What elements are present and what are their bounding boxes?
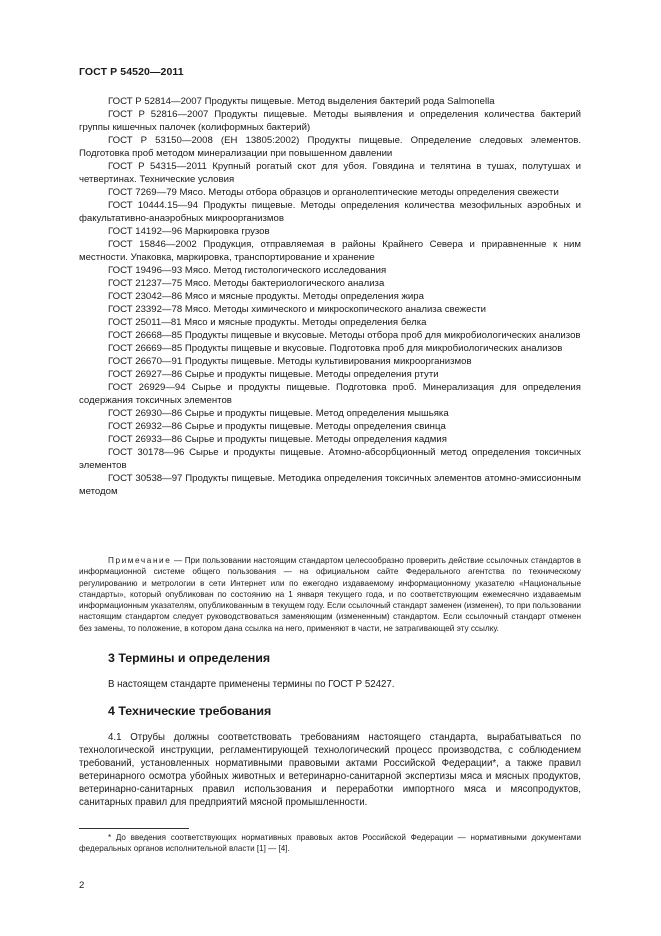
reference-item: ГОСТ 26669—85 Продукты пищевые и вкусовые. Подготовка проб для микробиологических анализов <box>108 343 563 354</box>
reference-item: ГОСТ 26933—86 Сырье и продукты пищевые. Методы определения кадмия <box>108 434 447 445</box>
reference-item: ГОСТ 30178—96 Сырье и продукты пищевые. Атомно-абсорбционный метод определения токсичных элементов <box>79 447 581 471</box>
reference-item: ГОСТ 14192—96 Маркировка грузов <box>108 226 270 237</box>
reference-item: ГОСТ 10444.15—94 Продукты пищевые. Методы определения количества мезофильных аэробных и факультативно-анаэробных микроорганизмов <box>79 200 581 224</box>
reference-item: ГОСТ 26668—85 Продукты пищевые и вкусовые. Методы отбора проб для микробиологических анализов <box>108 330 581 341</box>
reference-note <box>79 555 581 634</box>
section-3-heading: 3 Термины и определения <box>108 651 271 665</box>
note-label: Примечание <box>108 556 172 565</box>
reference-item: ГОСТ 26927—86 Сырье и продукты пищевые. Методы определения ртути <box>108 369 439 380</box>
reference-item: ГОСТ Р 54315—2011 Крупный рогатый скот для убоя. Говядина и телятина в тушах, полутушах и четвертинах. Технические условия <box>79 161 581 185</box>
reference-item: ГОСТ 26930—86 Сырье и продукты пищевые. Метод определения мышьяка <box>108 408 449 419</box>
document-header: ГОСТ Р 54520—2011 <box>79 66 184 78</box>
section-3-text: В настоящем стандарте применены термины по ГОСТ Р 52427. <box>108 679 395 690</box>
reference-item: ГОСТ 19496—93 Мясо. Метод гистологического исследования <box>108 265 387 276</box>
reference-item: ГОСТ Р 52814—2007 Продукты пищевые. Метод выделения бактерий рода Salmonella <box>108 96 495 107</box>
reference-item: ГОСТ 21237—75 Мясо. Методы бактериологического анализа <box>108 278 385 289</box>
reference-item: ГОСТ 15846—2002 Продукция, отправляемая в районы Крайнего Севера и приравненные к ним местности. Упаковка, маркировка, транспортирование и хранение <box>79 239 581 263</box>
reference-item: ГОСТ 7269—79 Мясо. Методы отбора образцов и органолептические методы определения свежести <box>108 187 559 198</box>
footnote: * До введения соответствующих нормативных правовых актов Российской Федерации — нормативными документами федеральных органов исполнительной власти [1] — [4]. <box>79 833 581 853</box>
reference-item: ГОСТ 26932—86 Сырье и продукты пищевые. Методы определения свинца <box>108 421 446 432</box>
reference-item: ГОСТ 23392—78 Мясо. Методы химического и микроскопического анализа свежести <box>108 304 487 315</box>
footnote-divider <box>79 828 189 829</box>
reference-item: ГОСТ 23042—86 Мясо и мясные продукты. Методы определения жира <box>108 291 424 302</box>
page-number: 2 <box>79 880 85 891</box>
note-text: — При пользовании настоящим стандартом целесообразно проверить действие ссылочных стандартов в информационной системе общего пользования — на официальном сайте Федерального агентства по техническому регулированию и метрологии в сети Интернет или по ежегодно издаваемому информационному указателю «Национальные стандарты», который опубликован по состоянию на 1 января текущего года, и по соответствующим ежемесячно издаваемым информационным указателям, опубликованным в текущем году. Если ссылочный стандарт заменен (изменен), то при пользовании настоящим стандартом следует руководствоваться заменяющим (измененным) стандартом. Если ссылочный стандарт отменен без замены, то положение, в котором дана ссылка на него, применяют в части, не затрагивающей эту ссылку. <box>79 556 581 633</box>
reference-item: ГОСТ Р 53150—2008 (ЕН 13805:2002) Продукты пищевые. Определение следовых элементов. Подготовка проб методом минерализации при повышенном давлении <box>79 135 581 159</box>
section-4-heading: 4 Технические требования <box>108 704 272 718</box>
reference-item: ГОСТ Р 52816—2007 Продукты пищевые. Методы выявления и определения количества бактерий группы кишечных палочек (колиформных бактерий) <box>79 109 581 133</box>
reference-item: ГОСТ 26929—94 Сырье и продукты пищевые. Подготовка проб. Минерализация для определения содержания токсичных элементов <box>79 382 581 406</box>
section-4-paragraph-4-1: 4.1 Отрубы должны соответствовать требованиям настоящего стандарта, вырабатываться по технологической инструкции, регламентирующей технологический процесс производства, с соблюдением требований, установленных нормативными правовыми актами Российской Федерации*, а также правил ветеринарного осмотра убойных животных и ветеринарно-санитарной экспертизы мяса и мясных продуктов, ветеринарно-санитарных правил использования и переработки импортного мяса и мясопродуктов, санитарных правил для предприятий мясной промышленности. <box>79 732 581 808</box>
reference-item: ГОСТ 25011—81 Мясо и мясные продукты. Методы определения белка <box>108 317 427 328</box>
reference-item: ГОСТ 30538—97 Продукты пищевые. Методика определения токсичных элементов атомно-эмиссионным методом <box>79 473 581 497</box>
reference-item: ГОСТ 26670—91 Продукты пищевые. Методы культивирования микроорганизмов <box>108 356 472 367</box>
normative-references-list <box>79 95 581 498</box>
